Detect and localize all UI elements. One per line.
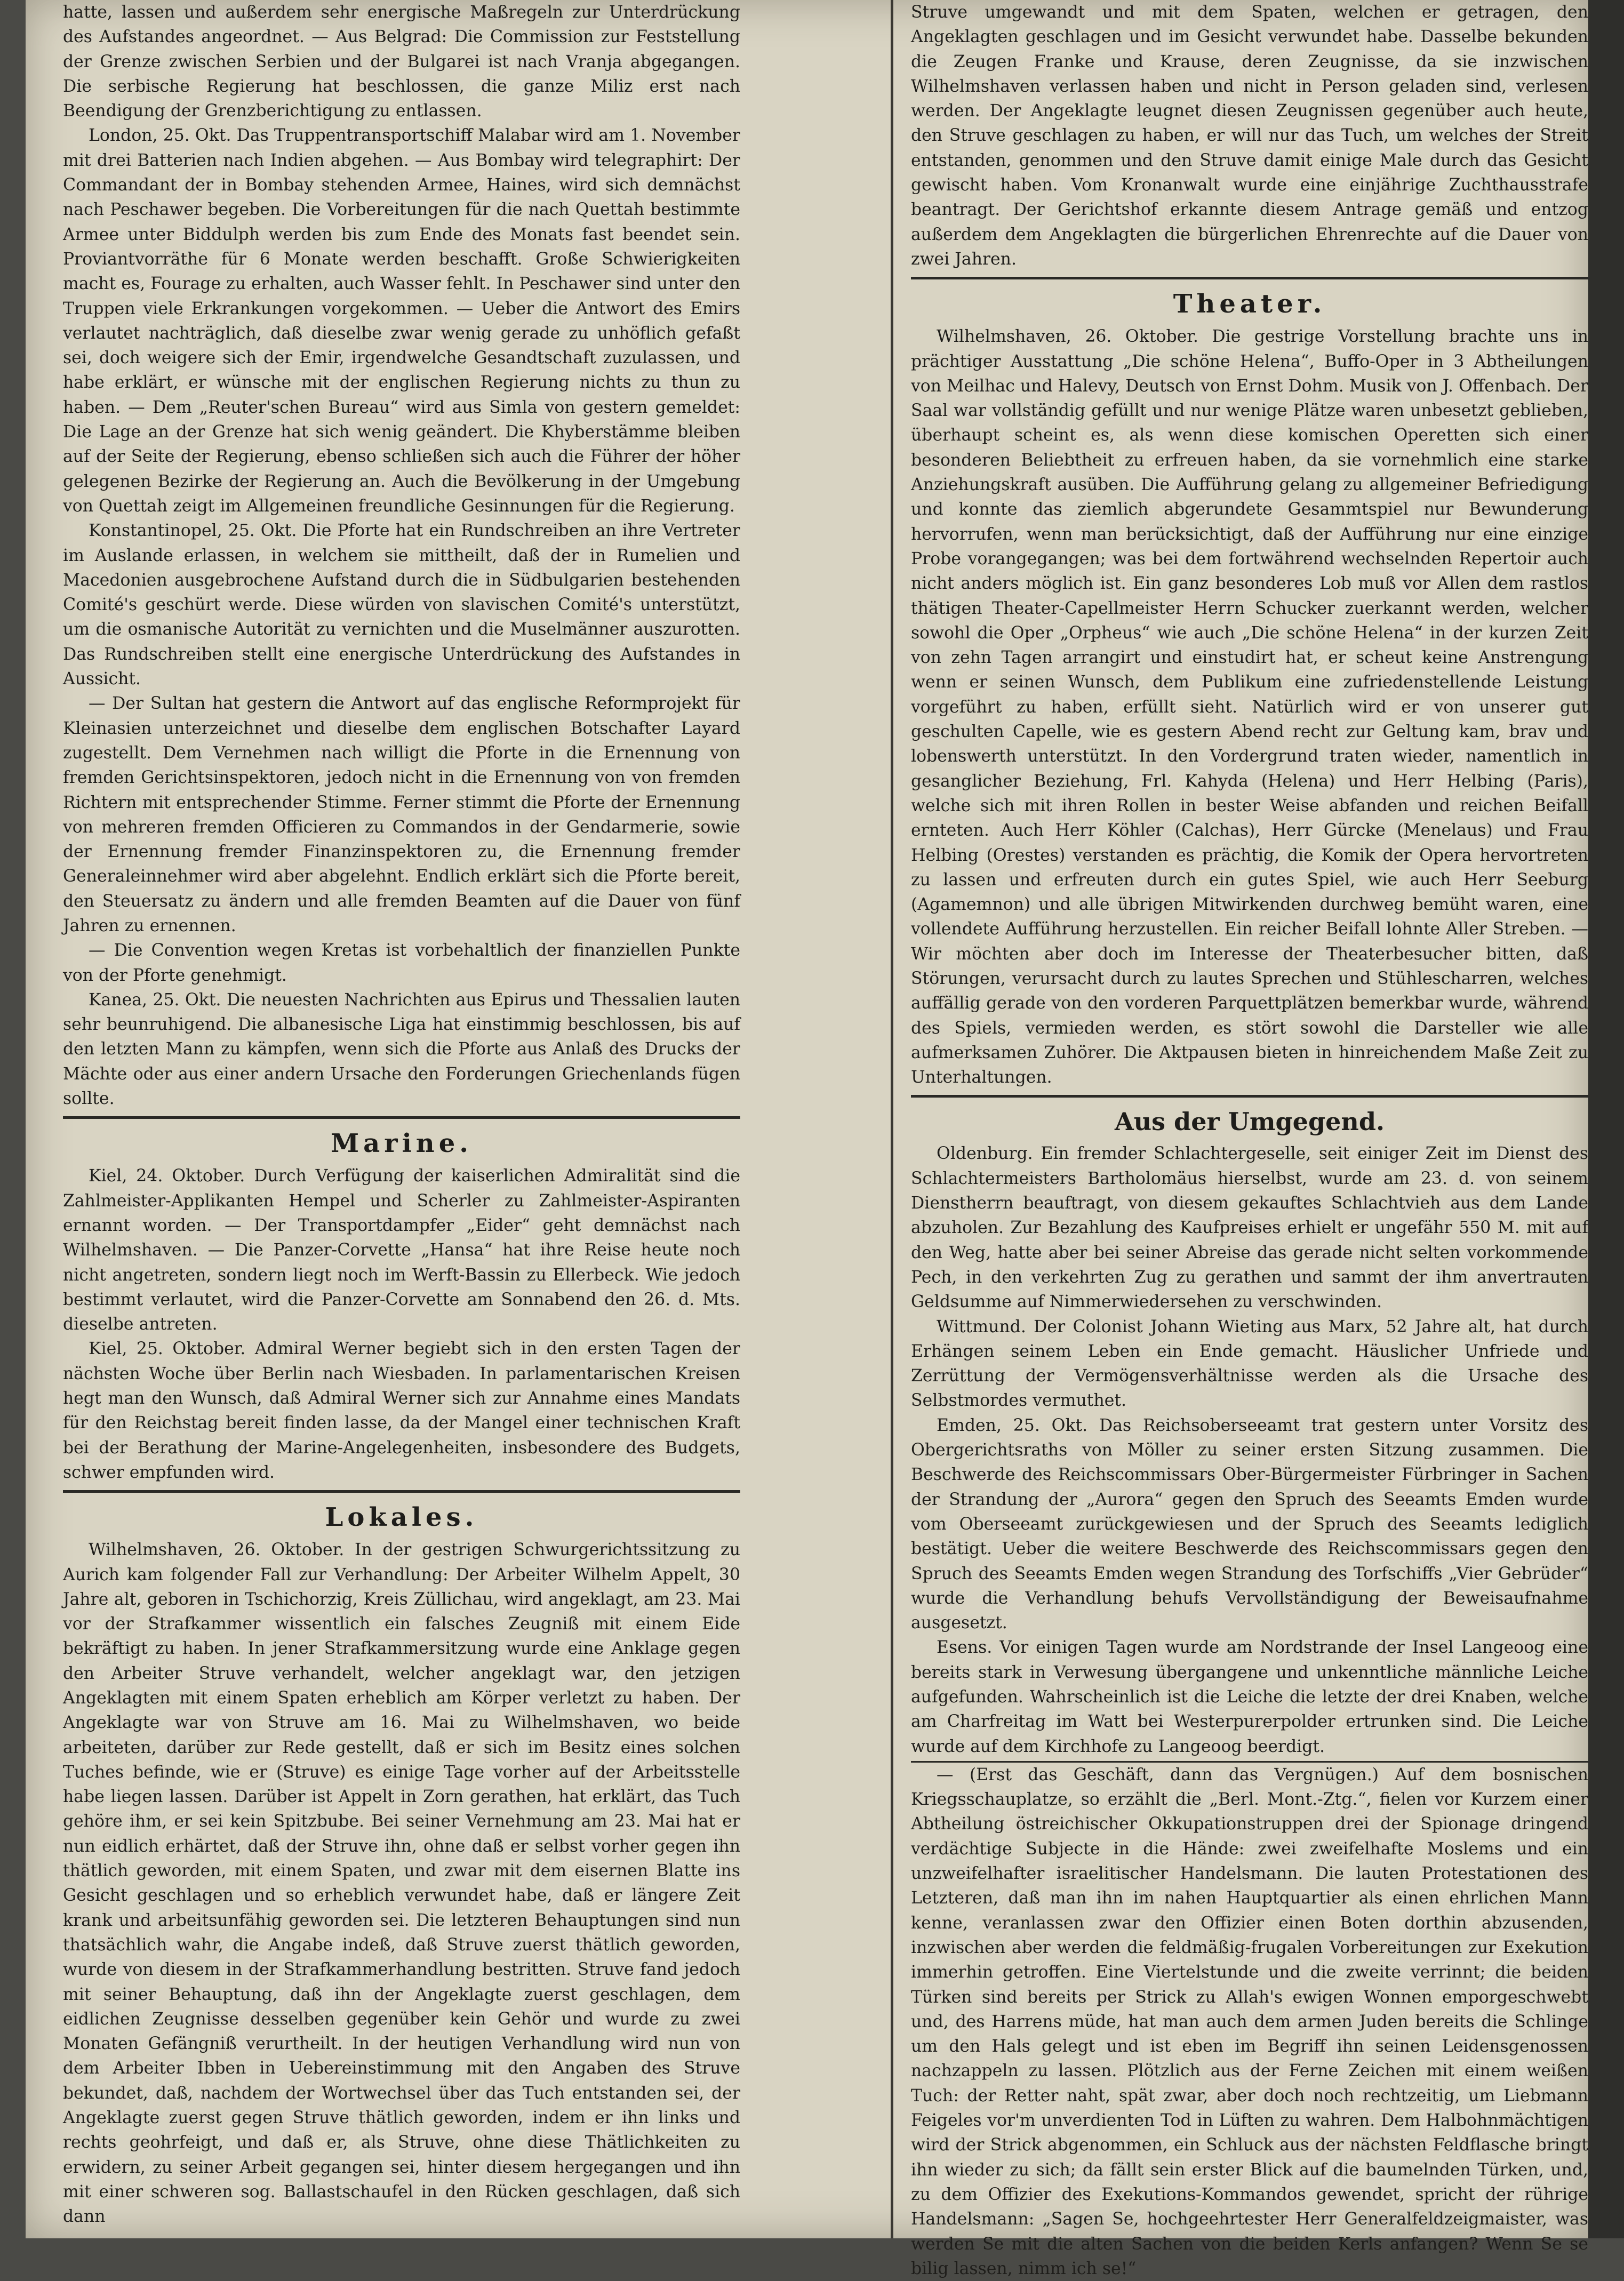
newspaper-page — [26, 0, 1588, 2278]
column-divider — [891, 0, 893, 2238]
section-rule — [911, 277, 1588, 279]
article-schwurgericht-continued: Struve umgewandt und mit dem Spaten, welchen er getragen, den Angeklagten geschlagen und im Gesicht verwundet habe. Dasselbe bekunden die Zeugen Franke und Krause, deren Zeugnisse, da sie inzwischen Wilhelmshaven verlassen haben und nicht in Person geladen sind, verlesen werden. Der Angeklagte leugnet diesen Zeugnissen gegenüber auch heute, den Struve geschlagen zu haben, er will nur das Tuch, um welches der Streit entstanden, genommen und den Struve damit einige Male durch das Gesicht gewischt haben. Vom Kronanwalt wurde eine einjährige Zuchthausstrafe beantragt. Der Gerichtshof erkannte diesem Antrage gemäß und entzog außerdem dem Angeklagten die bürgerlichen Ehrenrechte auf die Dauer von zwei Jahren. — [911, 3, 1588, 269]
article-oldenburg: Oldenburg. Ein fremder Schlachtergeselle, seit einiger Zeit im Dienst des Schlachtermeisters Bartholomäus hierselbst, wurde am 23. d. von seinem Dienstherrn beauftragt, von diesem gekauftes Schlachtvieh aus dem Lande abzuholen. Zur Bezahlung des Kaufpreises erhielt er ungefähr 550 M. mit auf den Weg, hatte aber bei seiner Abreise das gerade nicht selten vorkommende Pech, in den verkehrten Zug zu gerathen und sammt der ihm anvertrauten Geldsumme auf Nimmerwiedersehen zu verschwinden. — [911, 1144, 1588, 1312]
article-theater-helena: Wilhelmshaven, 26. Oktober. Die gestrige Vorstellung brachte uns in prächtiger Ausstattung „Die schöne Helena“, Buffo-Oper in 3 Abtheilungen von Meilhac und Halevy, Deutsch von Ernst Dohm. Musik von J. Offenbach. Der Saal war vollständig gefüllt und nur wenige Plätze waren unbesetzt geblieben, überhaupt scheint es, als wenn diese komischen Operetten sich einer besonderen Beliebtheit zu erfreuen haben, da sie vornehmlich eine starke Anziehungskraft ausüben. Die Aufführung gelang zu allgemeiner Befriedigung und konnte das ziemlich abgerundete Gesammtspiel nur Bewunderung hervorrufen, wenn man berücksichtigt, daß der Aufführung nur eine einzige Probe vorangegangen; was bei dem fortwährend wechselnden Repertoir auch nicht anders möglich ist. Ein ganz besonderes Lob muß vor Allen dem rastlos thätigen Theater-Capellmeister Herrn Schucker zuerkannt werden, welcher sowohl die Oper „Orpheus“ wie auch „Die schöne Helena“ in der kurzen Zeit von zehn Tagen arrangirt und einstudirt hat, er scheut keine Anstrengung wenn er seinen Wunsch, dem Publikum eine zufriedenstellende Leistung vorgeführt zu haben, erfüllt sieht. Natürlich wird er von unserer gut geschulten Capelle, wie es gestern Abend recht zur Geltung kam, brav und lobenswerth unterstützt. In den Vordergrund traten wieder, namentlich in gesanglicher Beziehung, Frl. Kahyda (Helena) und Herr Helbing (Paris), welche sich mit ihren Rollen in bester Weise abfanden und reichen Beifall ernteten. Auch Herr Köhler (Calchas), Herr Gürcke (Menelaus) und Frau Helbing (Orestes) verstanden es prächtig, die Komik der Opera hervortreten zu lassen und erfreuten durch ein gutes Spiel, wie auch Herr Seeburg (Agamemnon) und alle übrigen Mitwirkenden durchweg bemüht waren, eine vollendete Aufführung herzustellen. Ein reicher Beifall lohnte Aller Streben. — Wir möchten aber doch im Interesse der Theaterbesucher bitten, daß Störungen, verursacht durch zu lautes Sprechen und Stühlescharren, welches auffällig gerade von den vorderen Parquettplätzen bemerkbar wurde, während des Spiels, vermieden werden, es stört sowohl die Darsteller wie alle aufmerksamen Zuhörer. Die Aktpausen bieten in hinreichendem Maße Zeit zu Unterhaltungen. — [911, 327, 1588, 1087]
article-wilhelmshaven-schwurgericht: Wilhelmshaven, 26. Oktober. In der gestrigen Schwurgerichtssitzung zu Aurich kam folgender Fall zur Verhandlung: Der Arbeiter Wilhelm Appelt, 30 Jahre alt, geboren in Tschichorzig, Kreis Züllichau, wird angeklagt, am 23. Mai vor der Strafkammer wissentlich ein falsches Zeugniß mit einem Eide bekräftigt zu haben. In jener Strafkammersitzung wurde eine Anklage gegen den Arbeiter Struve verhandelt, welcher angeklagt war, den jetzigen Angeklagten mit einem Spaten erheblich am Körper verletzt zu haben. Der Angeklagte war von Struve am 16. Mai zu Wilhelmshaven, wo beide arbeiteten, darüber zur Rede gestellt, daß er sich im Besitz eines solchen Tuches befinde, wie er (Struve) es einige Tage vorher auf der Arbeitsstelle habe liegen lassen. Darüber ist Appelt in Zorn gerathen, hat erklärt, das Tuch gehöre ihm, er sei kein Spitzbube. Bei seiner Vernehmung am 23. Mai hat er nun eidlich erhärtet, daß der Struve ihn, ohne daß er selbst vorher gegen ihn thätlich geworden, mit einem Spaten, und zwar mit dem eisernen Blatte ins Gesicht geschlagen und so erheblich verwundet habe, daß er längere Zeit krank und arbeitsunfähig geworden sei. Die letzteren Behauptungen sind nun thatsächlich wahr, die Angabe indeß, daß Struve zuerst thätlich geworden, wurde von diesem in der Strafkammerhandlung bestritten. Struve fand jedoch mit seiner Behauptung, daß ihn der Angeklagte zuerst geschlagen, dem eidlichen Zeugnisse desselben gegenüber kein Gehör und wurde zu zwei Monaten Gefängniß verurtheilt. In der heutigen Verhandlung wird nun von dem Arbeiter Ibben in Uebereinstimmung mit den Angaben des Struve bekundet, daß, nachdem der Wortwechsel über das Tuch entstanden sei, der Angeklagte zuerst gegen Struve thätlich geworden, indem er ihn links und rechts geohrfeigt, und daß er, als Struve, ohne diese Thätlichkeiten zu erwidern, zu seiner Arbeit gegangen sei, hinter diesem hergegangen und ihn mit einer schweren sog. Ballastschaufel in den Rücken geschlagen, daß sich dann — [63, 1540, 740, 2227]
section-heading-umgegend: Aus der Umgegend. — [1115, 1107, 1385, 1137]
left-column — [63, 0, 740, 2238]
article-kiel-25: Kiel, 25. Oktober. Admiral Werner begiebt sich in den ersten Tagen der nächsten Woche über Berlin nach Wiesbaden. In parlamentarischen Kreisen hegt man den Wunsch, daß Admiral Werner sich zur Annahme eines Mandats für den Reichstag bereit finden lasse, da der Mangel einer technischen Kraft bei der Berathung der Marine-Angelegenheiten, insbesondere des Budgets, schwer empfunden wird. — [63, 1339, 740, 1482]
article-konstantinopel: Konstantinopel, 25. Okt. Die Pforte hat ein Rundschreiben an ihre Vertreter im Auslande erlassen, in welchem sie mittheilt, daß der in Rumelien und Macedonien ausgebrochene Aufstand durch die in Südbulgarien bestehenden Comité's geschürt werde. Diese würden von slavischen Comité's unterstützt, um die osmanische Autorität zu vernichten und die Muselmänner auszurotten. Das Rundschreiben stellt eine energische Unterdrückung des Aufstandes in Aussicht. — [63, 521, 740, 689]
scan-edge — [1588, 0, 1624, 2238]
article-wittmund: Wittmund. Der Colonist Johann Wieting aus Marx, 52 Jahre alt, hat durch Erhängen seinem Leben ein Ende gemacht. Häuslicher Unfriede und Zerrüttung der Vermögensverhältnisse werden als die Ursache des Selbstmordes vermuthet. — [911, 1317, 1588, 1411]
article-kiel-24: Kiel, 24. Oktober. Durch Verfügung der kaiserlichen Admiralität sind die Zahlmeister-Applikanten Hempel und Scherler zu Zahlmeister-Aspiranten ernannt worden. — Der Transportdampfer „Eider“ geht demnächst nach Wilhelmshaven. — Die Panzer-Corvette „Hansa“ hat ihre Reise heute noch nicht angetreten, sondern liegt noch im Werft-Bassin zu Ellerbeck. Wie jedoch bestimmt verlautet, wird die Panzer-Corvette am Sonnabend den 26. d. Mts. dieselbe antreten. — [63, 1166, 740, 1334]
article-esens: Esens. Vor einigen Tagen wurde am Nordstrande der Insel Langeoog eine bereits stark in Verwesung übergangene und unkenntliche männliche Leiche aufgefunden. Wahrscheinlich ist die Leiche die letzte der drei Knaben, welche am Charfreitag im Watt bei Westerpurerpolder ertrunken sind. Die Leiche wurde auf dem Kirchhofe zu Langeoog beerdigt. — [911, 1638, 1588, 1756]
section-heading-theater: Theater. — [1173, 289, 1326, 319]
article-aufstand-belgrad: hatte, lassen und außerdem sehr energische Maßregeln zur Unterdrückung des Aufstandes angeordnet. — Aus Belgrad: Die Commission zur Feststellung der Grenze zwischen Serbien und der Bulgarei ist nach Vranja abgegangen. Die serbische Regierung hat beschlossen, die ganze Miliz erst nach Beendigung der Grenzberichtigung zu entlassen. — [63, 3, 740, 121]
section-rule — [63, 1490, 740, 1493]
article-sultan-reform: — Der Sultan hat gestern die Antwort auf das englische Reformprojekt für Kleinasien unterzeichnet und dieselbe dem englischen Botschafter Layard zugestellt. Dem Vernehmen nach willigt die Pforte in die Ernennung von fremden Gerichtsinspektoren, jedoch nicht in die Ernennung von von fremden Richtern mit entsprechender Stimme. Ferner stimmt die Pforte der Ernennung von mehreren fremden Officieren zu Commandos in der Gendarmerie, sowie der Ernennung fremder Finanzinspektoren zu, die Ernennung fremder Generaleinnehmer wird aber abgelehnt. Endlich erklärt sich die Pforte bereit, den Steuersatz zu ändern und alle fremden Beamten auf die Dauer von fünf Jahren zu ernennen. — [63, 694, 740, 935]
article-emden: Emden, 25. Okt. Das Reichsoberseeamt trat gestern unter Vorsitz des Obergerichtsraths von Möller zu seiner ersten Sitzung zusammen. Die Beschwerde des Reichscommissars Ober-Bürgermeister Fürbringer in Sachen der Strandung der „Aurora“ gegen den Spruch des Seeamts Emden wurde vom Oberseeamt zurückgewiesen und der Spruch des Seeamts lediglich bestätigt. Ueber die weitere Beschwerde des Reichscommissars gegen den Spruch des Seeamts Emden wegen Strandung des Torfschiffs „Vier Gebrüder“ wurde die Verhandlung behufs Vervollständigung der Beweisaufnahme ausgesetzt. — [911, 1415, 1588, 1633]
right-column — [911, 0, 1588, 2278]
article-bosnien-anekdote: — (Erst das Geschäft, dann das Vergnügen.) Auf dem bosnischen Kriegsschauplatze, so erzählt die „Berl. Mont.-Ztg.“, fielen vor Kurzem einer Abtheilung östreichischer Okkupationstruppen drei der Spionage dringend verdächtige Subjecte in die Hände: zwei zweifelhafte Moslems und ein unzweifelhafter israelitischer Handelsmann. Die lauten Protestationen des Letzteren, daß man ihn im nahen Hauptquartier als einen ehrlichen Mann kenne, veranlassen zwar den Offizier einen Boten dorthin abzusenden, inzwischen aber werden die feldmäßig-frugalen Vorbereitungen zur Exekution immerhin getroffen. Eine Viertelstunde und die zweite verrinnt; die beiden Türken sind bereits per Strick zu Allah's ewigen Wonnen emporgeschwebt und, des Harrens müde, hat man auch dem armen Juden bereits die Schlinge um den Hals gelegt und ist eben im Begriff ihn seinen Leidensgenossen nachzappeln zu lassen. Plötzlich aus der Ferne Zeichen mit einem weißen Tuch: der Retter naht, spät zwar, aber doch noch rechtzeitig, um Liebmann Feigeles vor'm unverdienten Tod in Lüften zu wahren. Dem Halbohnmächtigen wird der Strick abgenommen, ein Schluck aus der nächsten Feldflasche bringt ihn wieder zu sich; da fällt sein erster Blick auf die baumelnden Türken, und, zu dem Offizier des Exekutions-Kommandos gewendet, spricht der rührige Handelsmann: „Sagen Se, hochgeehrtester Herr Generalfeldzeigmaister, was werden Se mit die alten Sachen von die beiden Kerls anfangen? Wenn Se se bilig lassen, nimm ich se!“ — [911, 1765, 1588, 2278]
article-kanea: Kanea, 25. Okt. Die neuesten Nachrichten aus Epirus und Thessalien lauten sehr beunruhigend. Die albanesische Liga hat einstimmig beschlossen, bis auf den letzten Mann zu kämpfen, wenn sich die Pforte aus Anlaß des Drucks der Mächte oder aus einer andern Ursache den Forderungen Griechenlands fügen sollte. — [63, 990, 740, 1109]
section-heading-marine: Marine. — [331, 1129, 473, 1159]
article-kreta-convention: — Die Convention wegen Kretas ist vorbehaltlich der finanziellen Punkte von der Pforte genehmigt. — [63, 941, 740, 985]
section-rule — [63, 1116, 740, 1119]
article-london: London, 25. Okt. Das Truppentransportschiff Malabar wird am 1. November mit drei Batterien nach Indien abgehen. — Aus Bombay wird telegraphirt: Der Commandant der in Bombay stehenden Armee, Haines, wird sich demnächst nach Peschawer begeben. Die Vorbereitungen für die nach Quettah bestimmte Armee unter Biddulph werden bis zum Ende des Monats fast beendet sein. Proviantvorräthe für 6 Monate werden beschafft. Große Schwierigkeiten macht es, Fourage zu erhalten, auch Wasser fehlt. In Peschawer sind unter den Truppen viele Erkrankungen vorgekommen. — Ueber die Antwort des Emirs verlautet nachträglich, daß dieselbe zwar wenig gerade zu unhöflich gefaßt sei, doch weigere sich der Emir, irgendwelche Gesandtschaft zuzulassen, und habe erklärt, er wünsche mit der englischen Regierung nichts zu thun zu haben. — Dem „Reuter'schen Bureau“ wird aus Simla von gestern gemeldet: Die Lage an der Grenze hat sich wenig geändert. Die Khyberstämme bleiben auf der Seite der Regierung, ebenso schließen sich auch die Führer der höher gelegenen Bezirke der Regierung an. Auch die Bevölkerung in der Umgebung von Quettah zeigt im Allgemeinen freundliche Gesinnungen für die Regierung. — [63, 126, 740, 516]
section-rule — [911, 1095, 1588, 1098]
section-heading-lokales: Lokales. — [325, 1502, 478, 1533]
